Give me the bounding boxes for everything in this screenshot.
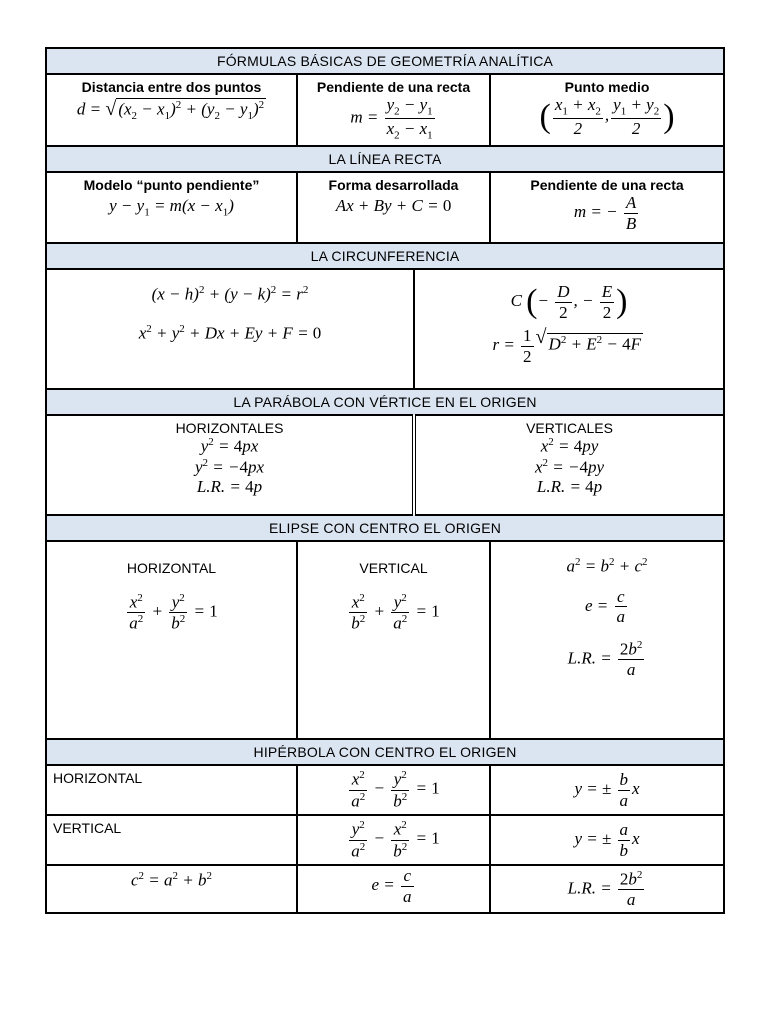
ellipse-vertical-label: VERTICAL [359,560,428,576]
parabola-h-eq-1: $y^2 = 4px$ [200,436,259,456]
hyperbola-horizontal-label-cell [46,765,297,815]
parabola-vertical-cell [414,415,724,515]
circle-center-formula: C (− $\frac{D}{2}$ , − $\frac{E}{2}$ ) [510,282,628,322]
parabola-vertical-label: VERTICALES [526,420,613,436]
line-slope-formula: m = − $\frac{A}{B}$ [573,193,637,233]
section-line: LA LÍNEA RECTA [46,146,724,172]
hyperbola-horizontal-asymptote: y = ± $\frac{b}{a}$ x [574,769,640,810]
ellipse-horizontal-cell [46,541,297,739]
point-slope-cell [46,172,297,243]
ellipse-horizontal-label: HORIZONTAL [126,560,217,576]
slope-formula: m = $\frac{y_2 - y_1}{x_2 - x_1}$ [350,95,433,142]
parabola-v-eq-2: $x^2 = -4py$ [535,456,605,477]
hyperbola-horizontal-formula: $\frac{x^2}{a^2}$ − $\frac{y^2}{b^2}$ = 1 [351,769,440,811]
ellipse-properties-cell [490,541,724,739]
distance-formula: d = √ $(x_2 - x_1)^2 + (y_2 - y_1)^2$ [76,98,265,123]
slope-cell [297,74,490,146]
slope-label: Pendiente de una recta [316,79,471,95]
hyperbola-vertical-asymptote: y = ± $\frac{a}{b}$ x [574,819,640,860]
section-parabola: LA PARÁBOLA CON VÉRTICE EN EL ORIGEN [46,389,724,415]
ellipse-eccentricity: e = $\frac{c}{a}$ [585,586,626,627]
parabola-h-lr: L.R. = 4p [196,477,263,497]
circle-radius-formula: r = $\frac{1}{2}$ √ $D^2 + E^2 - 4F$ [492,326,642,366]
line-slope-label: Pendiente de una recta [530,177,684,193]
distance-cell [46,74,297,146]
circle-equations-cell [46,269,414,389]
midpoint-label: Punto medio [564,79,650,95]
sheet-title: FÓRMULAS BÁSICAS DE GEOMETRÍA ANALÍTICA [46,48,724,74]
ellipse-latus-rectum: L.R. = $\frac{2b^2}{a}$ [567,638,643,679]
point-slope-formula: $y - y_1 = m(x - x_1)$ [109,196,234,219]
circle-general-formula: $x^2 + y^2 + Dx + Ey + F = 0$ [138,322,322,343]
hyperbola-vertical-formula: $\frac{y^2}{a^2}$ − $\frac{x^2}{b^2}$ = 1 [351,819,440,861]
hyperbola-horizontal-formula-cell [297,765,490,815]
formula-table [45,47,725,914]
ellipse-horizontal-formula: $\frac{x^2}{a^2}$ + $\frac{y^2}{b^2}$ = 1 [129,592,218,633]
hyperbola-eccentricity: e = $\frac{c}{a}$ [371,866,412,906]
ellipse-vertical-formula: $\frac{x^2}{b^2}$ + $\frac{y^2}{a^2}$ = 1 [351,592,440,633]
parabola-horizontal-label: HORIZONTALES [175,420,284,436]
hyperbola-latus-rectum: L.R. = $\frac{2b^2}{a}$ [567,868,643,909]
parabola-v-lr: L.R. = 4p [536,477,603,497]
hyperbola-horizontal-asymptote-cell [490,765,724,815]
general-form-label: Forma desarrollada [328,177,459,193]
circle-standard-formula: $(x - h)^2 + (y - k)^2 = r^2$ [151,284,309,304]
hyperbola-relation-cell [46,865,297,913]
hyperbola-vertical-asymptote-cell [490,815,724,865]
hyperbola-vertical-label: VERTICAL [53,820,122,836]
midpoint-formula: ( $\frac{x_1 + x_2}{2}$ , $\frac{y_1 + y_2}{2}$ ) [539,95,675,139]
ellipse-relation: $a^2 = b^2 + c^2$ [566,556,648,576]
parabola-h-eq-2: $y^2 = -4px$ [194,456,265,477]
section-circle: LA CIRCUNFERENCIA [46,243,724,269]
circle-center-radius-cell [414,269,724,389]
general-form-formula: Ax + By + C = 0 [335,196,452,215]
parabola-horizontal-cell [46,415,414,515]
hyperbola-eccentricity-cell [297,865,490,913]
distance-label: Distancia entre dos puntos [81,79,262,95]
section-hyperbola: HIPÉRBOLA CON CENTRO EL ORIGEN [46,739,724,765]
parabola-v-eq-1: $x^2 = 4py$ [540,436,599,456]
general-form-cell [297,172,490,243]
midpoint-cell [490,74,724,146]
hyperbola-vertical-formula-cell [297,815,490,865]
hyperbola-vertical-label-cell [46,815,297,865]
formula-sheet [45,47,723,914]
hyperbola-horizontal-label: HORIZONTAL [53,770,143,786]
line-slope-cell [490,172,724,243]
section-ellipse: ELIPSE CON CENTRO EL ORIGEN [46,515,724,541]
hyperbola-relation: $c^2 = a^2 + b^2$ [130,870,212,890]
point-slope-label: Modelo “punto pendiente” [83,177,260,193]
hyperbola-latus-rectum-cell [490,865,724,913]
ellipse-vertical-cell [297,541,490,739]
